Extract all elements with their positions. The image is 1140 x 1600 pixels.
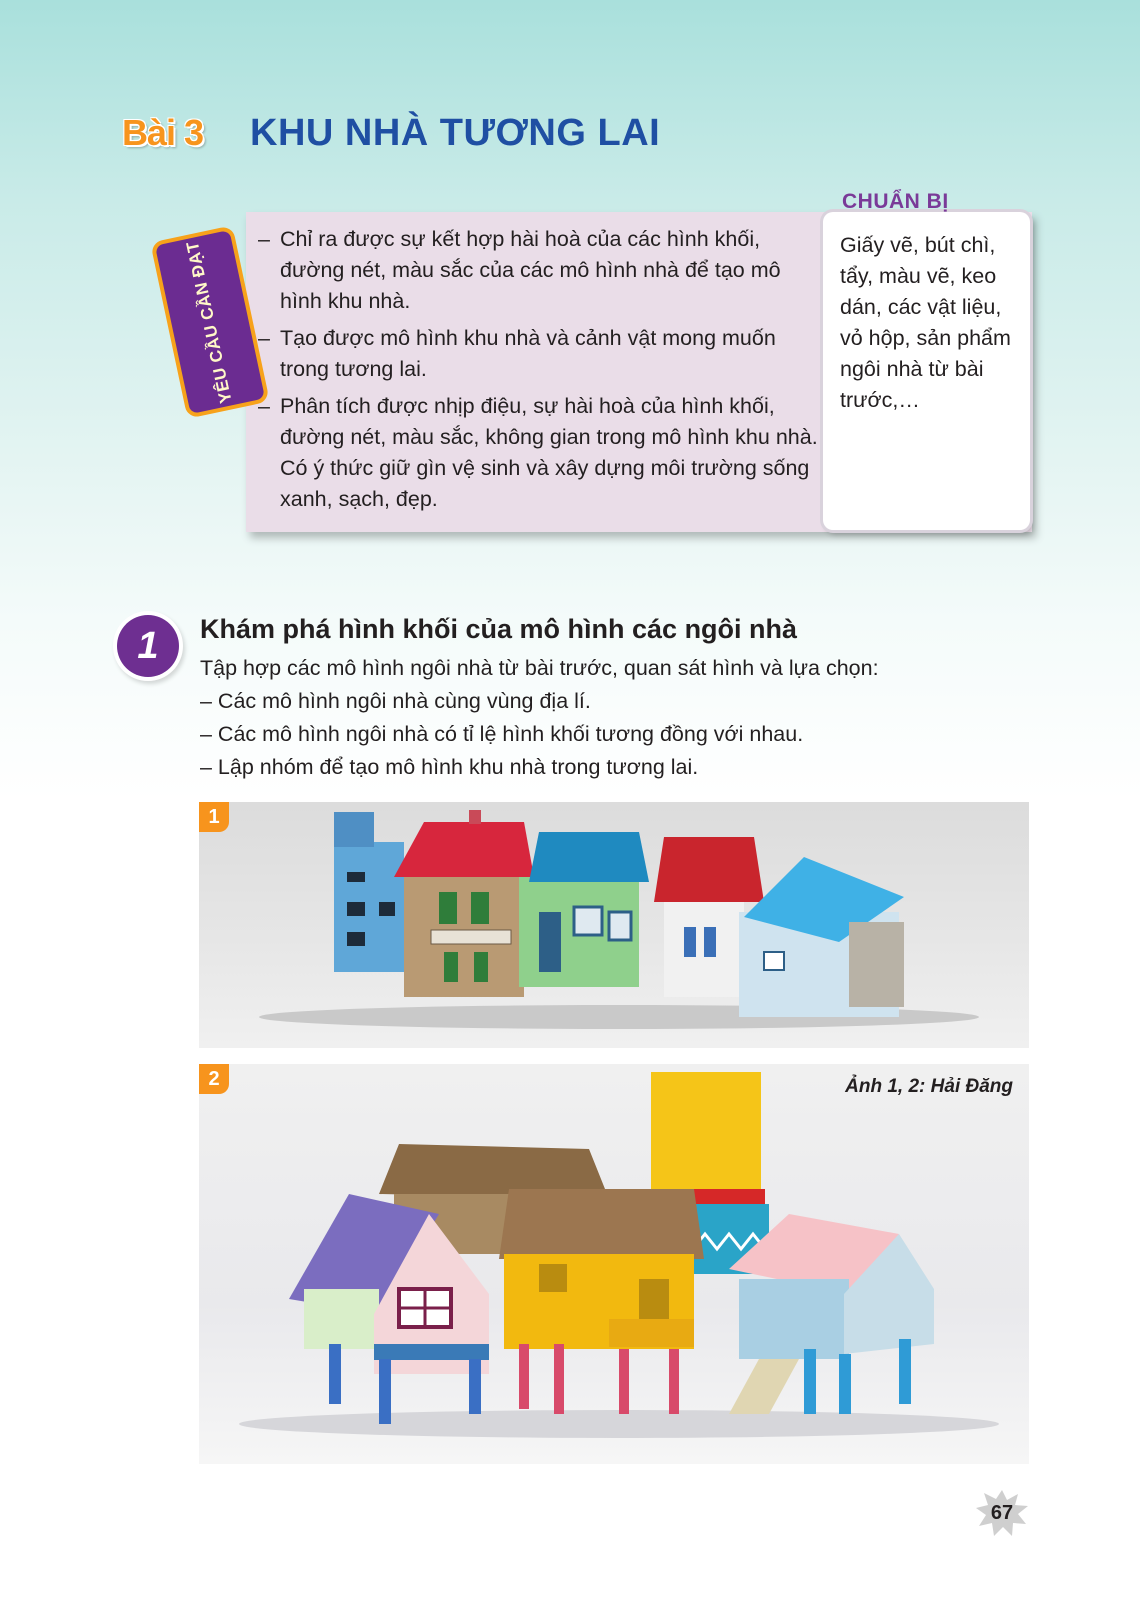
section-body (200, 652, 1030, 784)
lesson-tag: Bài 3 (122, 112, 204, 153)
requirement-item: – Tạo được mô hình khu nhà và cảnh vật mong muốn trong tương lai. (258, 323, 818, 385)
page-number (974, 1488, 1030, 1538)
photo-number: 2 (199, 1064, 229, 1094)
photo-credit: Ảnh 1, 2: Hải Đăng (845, 1076, 1013, 1097)
section-intro: Tập hợp các mô hình ngôi nhà từ bài trước, quan sát hình và lựa chọn: (200, 656, 879, 680)
requirement-item: – Chỉ ra được sự kết hợp hài hoà của các hình khối, đường nét, màu sắc của các mô hình nhà để tạo mô hình khu nhà. (258, 224, 818, 317)
house-models-photo-1 (199, 802, 1029, 1048)
photo-1 (199, 802, 1029, 1048)
page-number-text: 67 (990, 1501, 1014, 1524)
section-bullet: – Các mô hình ngôi nhà cùng vùng địa lí. (200, 689, 591, 713)
photo-number: 1 (199, 802, 229, 832)
section-bullet: – Lập nhóm để tạo mô hình khu nhà trong tương lai. (200, 755, 699, 779)
lesson-title: KHU NHÀ TƯƠNG LAI (250, 112, 661, 154)
requirement-item: – Phân tích được nhịp điệu, sự hài hoà của hình khối, đường nét, màu sắc, không gian trong mô hình khu nhà. Có ý thức giữ gìn vệ sinh và xây dựng môi trường sống xanh, sạch, đẹp. (258, 391, 818, 515)
stilt-house-models-photo-2 (199, 1064, 1029, 1464)
preparation-title: CHUẨN BỊ (842, 190, 949, 213)
section-number-badge: 1 (117, 615, 179, 677)
preparation-text: Giấy vẽ, bút chì, tẩy, màu vẽ, keo dán, các vật liệu, vỏ hộp, sản phẩm ngôi nhà từ bài trước,… (840, 233, 1011, 412)
requirements-label-text: YÊU CẦU CẦN ĐẠT (183, 239, 236, 405)
section-bullet: – Các mô hình ngôi nhà có tỉ lệ hình khối tương đồng với nhau. (200, 722, 804, 746)
requirements-list (258, 224, 818, 521)
section-title: Khám phá hình khối của mô hình các ngôi nhà (200, 614, 798, 644)
photo-2 (199, 1064, 1029, 1464)
